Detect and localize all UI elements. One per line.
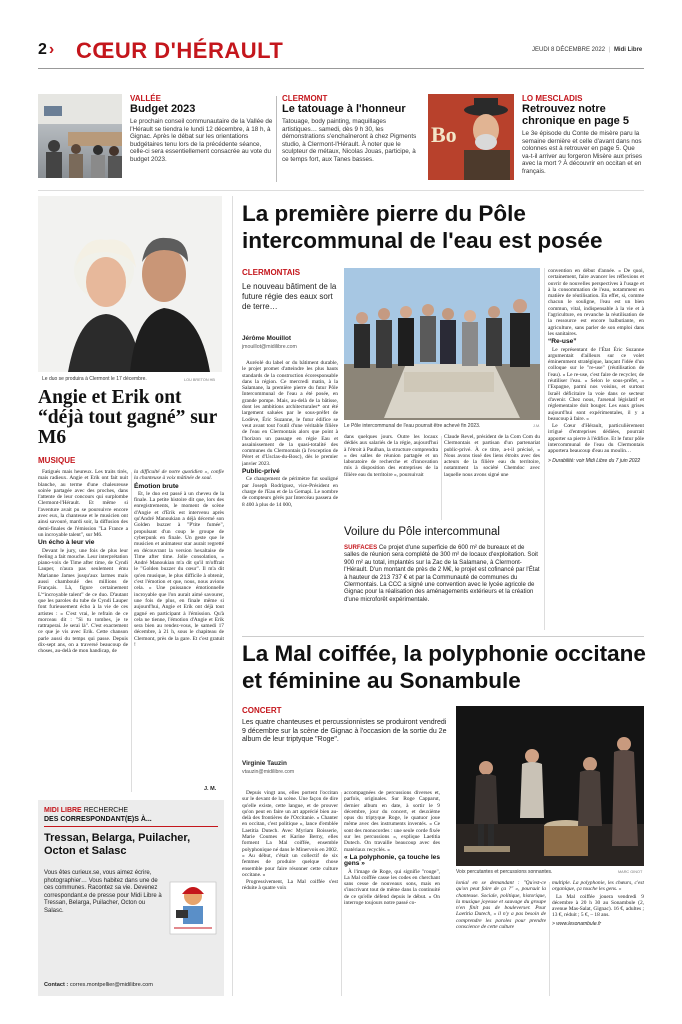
brief-title: Budget 2023 <box>130 103 196 115</box>
subheading: « La polyphonie, ça touche les gens » <box>344 853 440 868</box>
sidebar-title: Voilure du Pôle intercommunal <box>344 526 500 538</box>
paragraph: convention en début d'année. » De quoi, certainement, faire avancer les réflexions et ouvrir de nouvelles perspectives à l'usage et à la consommation de l'eau, notamment en matière de réutilisation. En effet, si, comme chacun le souligne, l'eau est un bien commun, vital, indispensable à la vie et à l'agriculture, en revanche la réutilisation de la ressource est encore balbutiante, en agriculture, sans parler de son emploi dans les sanitaires. <box>548 268 644 337</box>
subheading: Émotion brute <box>134 482 179 490</box>
paragraph: La Mal coiffée jouera vendredi 9 décembre à 20 h 30 au Sonambule (2, avenue Mas-Salat, Gignac). 16 €, adultes ; 13 €, réduit ; 5 €, – 18 ans. <box>552 893 644 919</box>
correspondant-box <box>38 800 224 996</box>
paragraph: lonial en se demandant : "Qu'est-ce qu'on peut faire de ça ?" », poursuit la chanteuse. Sociale, politique, historique, la musique joyeuse et sauvage du groupe n'en finit pas de bouleverser. Pour Laetitia Dutech, « il n'y a pas besoin de comprendre les paroles pour prendre conscience de cette culture <box>456 880 546 931</box>
column-divider <box>441 436 442 520</box>
article-column <box>548 268 644 630</box>
article-kicker: MUSIQUE <box>38 456 76 465</box>
brief-chronique <box>522 94 644 176</box>
paragraph: Et, le duo est passé à un cheveu de la finale. La petite histoire dit que, lors des enregistrements, le moment de scène d'Angie et d'Erik est intervenu après qu'André Manoukian a déjà décerné son Golden buzzer à "P'tite fumée", propulsant d'un coup le groupe de cyberpunk en finale. Un geste que le musicien et animateur star aurait regretté en découvrant la version hexaltaise de Time after time. Jolie consolation, « André Manoukian m'a dit qu'il m'offrait le "Golden buzzer du cœur". Il m'a dit qu'en musique, le plus difficile à obtenir, c'est l'émotion et que, nous, nous avions cela. » Une puissance émotionnelle incroyable que l'on aurait aimé savourer, une fois de plus, en finale même si aujourd'hui, Angie et Erik ont déjà tout gagné en participant à l'émission. Qu'à cela ne tienne, l'émotion d'Angie et Erik sera bien au rendez-vous, le samedi 17 décembre, à 21 h, sous le chapiteau de Clermont, près de la gare. Et c'est gratuit ! <box>134 490 224 649</box>
header-date: JEUDI 8 DÉCEMBRE 2022 | Midi Libre <box>532 47 643 53</box>
article-deck: Les quatre chanteuses et percussionnistes se produiront vendredi 9 décembre sur la scène de Gignac à l'occasion de la sortie du 2e album de leur triptyque "Roge". <box>242 719 447 744</box>
article-column <box>242 790 338 996</box>
author-name: Virginie Tauzin <box>242 760 287 767</box>
section-divider <box>242 636 644 637</box>
subheading: Public-privé <box>242 468 280 476</box>
author-email: jmouillot@midilibre.com <box>242 344 297 350</box>
article-note: > Durabilité: voir Midi Libre du 7 juin 2022 <box>548 457 641 464</box>
box-label: MIDI LIBRE RECHERCHE DES CORRESPONDANT(E)S À... <box>44 807 152 823</box>
photo-credit: MARC GINOT <box>618 870 643 874</box>
article-column <box>344 790 440 996</box>
paragraph: la difficulté de notre quotidien », confie la chanteuse à voix mâtinée de soul. <box>134 469 224 482</box>
brief-text: Le 3e épisode du Conte de misère paru la semaine dernière et celle d'avant dans nos colonnes est à retrouver en page 5. Que va-t-il arriver au forgeron Misère aux prises avec la mort ? À découvrir en occitan et en français. <box>522 130 643 175</box>
page-number: 2 › <box>38 41 55 58</box>
brief-chronique-photo <box>428 94 514 180</box>
box-rule <box>44 826 218 827</box>
article-column <box>552 880 644 996</box>
article-kicker: CLERMONTAIS <box>242 268 301 277</box>
paragraph: Auréolé du label or du bâtiment durable, le projet promet d'atteindre les plus hauts standards de la construction écoresponsable dans la région. Ce mercredi matin, à la Salamane, la première pierre du futur Pôle Intercommunal de l'eau a été posée, en grande pompe. Mais, au-delà de la bâtisse, dont les ambitions architecturales* ont été largement saluées par le sous-préfet de Lodève, Éric Suzanne, le futur édifice se veut avant tout l'outil d'une véritable filière de l'eau en Clermontais alors que point à l'horizon un passage en régie Eau et assainissement de la quasi-totalité des communes du Clermontais (à l'exception de Péret et d'Usclas-du-Bosc), dès le premier janvier 2023. <box>242 360 338 467</box>
subheading: “Re-use” <box>548 338 577 346</box>
article-column <box>344 434 438 520</box>
correspondant-illustration <box>166 876 220 936</box>
article-column <box>134 469 224 784</box>
paragraph: Progressivement, La Mal coiffée s'est réduite à quatre voix <box>242 879 338 892</box>
column-divider <box>341 792 342 996</box>
column-divider <box>276 96 277 182</box>
brief-text: Tatouage, body painting, maquillages artistiques… samedi, dès 9 h 30, les démonstrations s'enchaîneront à chez Pigments studio, à Clermont-l'Hérault. À noter que le sculpteur de métaux, Nicolas Jouas, participe, à ce temps fort, aux Tanes basses. <box>282 118 417 163</box>
box-text: Vous êtes curieux.se, vous aimez écrire, photographier… Vous habitez dans une de ces communes. Racontez sa vie. Devenez correspondant.e de presse pour Midi Libre à Tressan, Belarga, Puilacher, Octon ou Salasc. <box>44 870 162 914</box>
paragraph: Ce changement de périmètre fut souligné par Joseph Rodriguez, vice-Président en charge de l'Eau et de la Gemapi. Le nombre de compteurs gérés par Intercéau passera de 8 400 à plus de 14 000, <box>242 476 338 508</box>
paragraph: Claude Revel, président de la Com Com du Clermontais et partisan d'un partenariat public-privé. À ce titre, a-t-il précisé, « Nous avons tissé des liens étroits avec des acteurs de la filière eau du territoire, notamment la société Chemdoc avec laquelle nous avons signé une <box>444 434 540 478</box>
header-rule <box>38 68 644 69</box>
paragraph: Le Cœur d'Hérault, particulièrement irrigué d'entreprises dédiées, pourrait apporter sa pierre à l'édifice. Et le futur pôle intercommunal de l'eau du Clermontais apportera beaucoup d'eau au moulin… <box>548 423 644 455</box>
paragraph: multiple. La polyphonie, les chœurs, c'est organique, ça touche les gens. » <box>552 880 644 893</box>
article-note: > www.lesonambule.fr <box>552 920 602 927</box>
author-email: vtauzin@midilibre.com <box>242 769 295 775</box>
angie-erik-headline: Angie et Erik ont “déjà tout gagné” sur M6 <box>38 387 217 448</box>
box-places: Tressan, Belarga, Puilacher, Octon et Salasc <box>44 832 191 857</box>
paragraph: Depuis vingt ans, elles portent l'occitan sur le devant de la scène. Une façon de dire qu'elle existe, cette langue, et de prouver qu'on peut en faire un art apprécié bien au-delà des frontières de l'Occitanie. « Chanter en occitan, c'est politique », lance d'emblée Laetitia Dutech. Avec Myriam Boisserie, Marie Coumes et Karine Berny, elles forment La Mal coiffée, ensemble polyphonique né dans le Minervois en 2002. « Au début, c'était un collectif de six femmes de produire quelque chose ensemble pour faire résonner cette culture occitane. » <box>242 790 338 878</box>
photo-credit: J.M. <box>533 424 541 428</box>
brief-title: Le tatouage à l'honneur <box>282 103 406 115</box>
brief-kicker: VALLÉE <box>130 94 161 103</box>
article-column <box>444 434 540 520</box>
eau-photo <box>344 268 540 420</box>
brief-budget <box>130 94 276 164</box>
paragraph: Le représentant de l'État Éric Suzanne argumentait d'ailleurs sur ce volet éminemment stratégique, lançant l'idée d'un colloque sur le "re-use" (réutilisation de l'eau). « Le re-use, c'est faire de recycler, de réutiliser l'eau. » Selon le sous-préfet, « l'Espagne, parmi nos voisins, et surtout Israël déficitaire la voie dans ce secteur d'avenir. Chez nous, l'arsenal législatif et réglementaire doit bouger. Les eaux grises aujourd'hui sont expérimentales, il y a beaucoup à faire. » <box>548 346 644 422</box>
signature: J. M. <box>204 786 217 792</box>
box-contact: Contact : corres.montpellier@midilibre.com <box>44 982 153 988</box>
paragraph: accompagnées de percussions diverses et, parfois, originales. Sur Roge Capparut, dernier album en date, à sortir le 9 décembre, jour du concert, et deuxième opus du triptyque Roge, le quatuor joue même avec des instruments inventés. « Ce sont des monocordes : une seule corde fixée sur les percussions », explique Laetitia Dutech. On travaille beaucoup avec des matériaux recyclés. » <box>344 790 440 853</box>
section-divider <box>38 190 644 191</box>
page-header <box>0 0 682 80</box>
concert-photo <box>456 706 644 866</box>
sidebar-kicker: SURFACES <box>344 544 378 551</box>
column-divider <box>131 472 132 792</box>
svg-text:Bo: Bo <box>431 122 457 147</box>
section-divider <box>232 196 233 996</box>
article-column <box>38 469 128 792</box>
brief-kicker: LO MESCLADIS <box>522 94 583 103</box>
article-kicker: CONCERT <box>242 706 282 715</box>
photo-caption: Voix percutantes et percussions sonnantes. <box>456 869 553 875</box>
surfaces-sidebar <box>344 544 540 628</box>
subheading: Un écho à leur vie <box>38 539 95 547</box>
column-divider <box>544 268 545 630</box>
paragraph: Devant le jury, une fois de plus leur feeling a fait mouche. Leur interprétation piano-voix de Time after time, de Cyndi Lauper, n'aura pas seulement ému Marianne James jusqu'aux larmes mais aussi chamboulé des millions de Français. Là, figure certainement L'“incroyable talent” de ce duo. D'autant que les paroles du tube de Cyndi Lauper font furieusement écho à la vie de ces artistes : « C'est vrai, le refrain de ce morceau dit : "Si tu tombes, je te rattraperai. Je serai là". C'est exactement ce que je vis avec Erik. Cette chanson parle aussi du temps qui passe. Depuis dix-sept ans, on a traversé beaucoup de choses, au-delà de mon handicap, de <box>38 547 128 655</box>
author-name: Jérôme Mouillot <box>242 335 292 342</box>
paragraph: dans quelques jours. Outre les locaux dédiés aux salariés de la régie, aujourd'hui à l'étroit à Paulhan, la structure comprendra « des salles de réunion partagée et un laboratoire de recherche et d'innovation mis à disposition des entreprises de la filière eau du territoire », poursuivait <box>344 434 438 478</box>
angie-erik-photo <box>38 196 222 372</box>
brief-text: Le prochain conseil communautaire de la Vallée de l'Hérault se tiendra le lundi 12 décembre, à 18 h, à Gignac. Après le débat sur les orientations budgétaires tenu lors de la précédente séance, celle-ci sera essentiellement consacrée au vote du budget 2023. <box>130 118 273 163</box>
brief-tatouage <box>282 94 420 164</box>
sidebar-text: Ce projet d'une superficie de 600 m² de bureaux et de salles de réunion sera complété de 300 m² de locaux d'exploitation. Soit 900 m² au total, implantés sur la Zac de la Salamane, à Clermont-l'Hérault. D'un montant de près de 2 M€, le projet est cofinancé par l'État à hauteur de 213 737 € et par la Communauté de communes du Clermontais. La CCC a signé une convention avec le lycée agricole de Gignac pour la réalisation des aménagements extérieurs et la création d'une microforêt expérimentale. <box>344 544 540 603</box>
eau-headline: La première pierre du Pôle intercommunal de l'eau est posée <box>242 201 603 253</box>
paragraph: À l'image de Roge, qui signifie "rouge", La Mal coiffée casse les codes en cherchant sans cesse de nouveaux sons, mais en s'inscrivant tout de même dans la continuité de ce qu'elle défend depuis le début. « On interroge toujours notre passé co- <box>344 868 440 907</box>
photo-credit: LOU BRETON HB <box>184 378 215 382</box>
article-deck: Le nouveau bâtiment de la future régie des eaux sort de terre… <box>242 282 337 311</box>
brief-title: Retrouvez notre chronique en page 5 <box>522 103 629 127</box>
concert-headline: La Mal coiffée, la polyphonie occitane et féminine au Sonambule <box>242 641 646 693</box>
section-title: CŒUR D'HÉRAULT <box>76 38 284 63</box>
photo-caption: Le Pôle intercommunal de l'eau pourrait être achevé fin 2023. <box>344 423 481 429</box>
column-divider <box>549 882 550 996</box>
article-column <box>456 880 546 996</box>
article-column <box>242 360 338 632</box>
photo-caption: Le duo se produira à Clermont le 17 décembre. <box>42 376 147 382</box>
paragraph: Fatigués mais heureux. Les traits tirés, mais radieux. Angie et Erik ont fait nuit blanche, au terme d'une chaleureuse soirée partagée avec des proches, dans l'attente de leur concours qui surplombe Clermont-l'Hérault. Et même si l'aventure avait pu se poursuivre encore avec eux, la chanteuse et le musicien ont ainsi savouré, mardi soir, la diffusion des demi-finales de l'émission "La France a un incroyable talent", sur M6. <box>38 469 128 538</box>
brief-budget-photo <box>38 94 122 178</box>
brief-kicker: CLERMONT <box>282 94 328 103</box>
